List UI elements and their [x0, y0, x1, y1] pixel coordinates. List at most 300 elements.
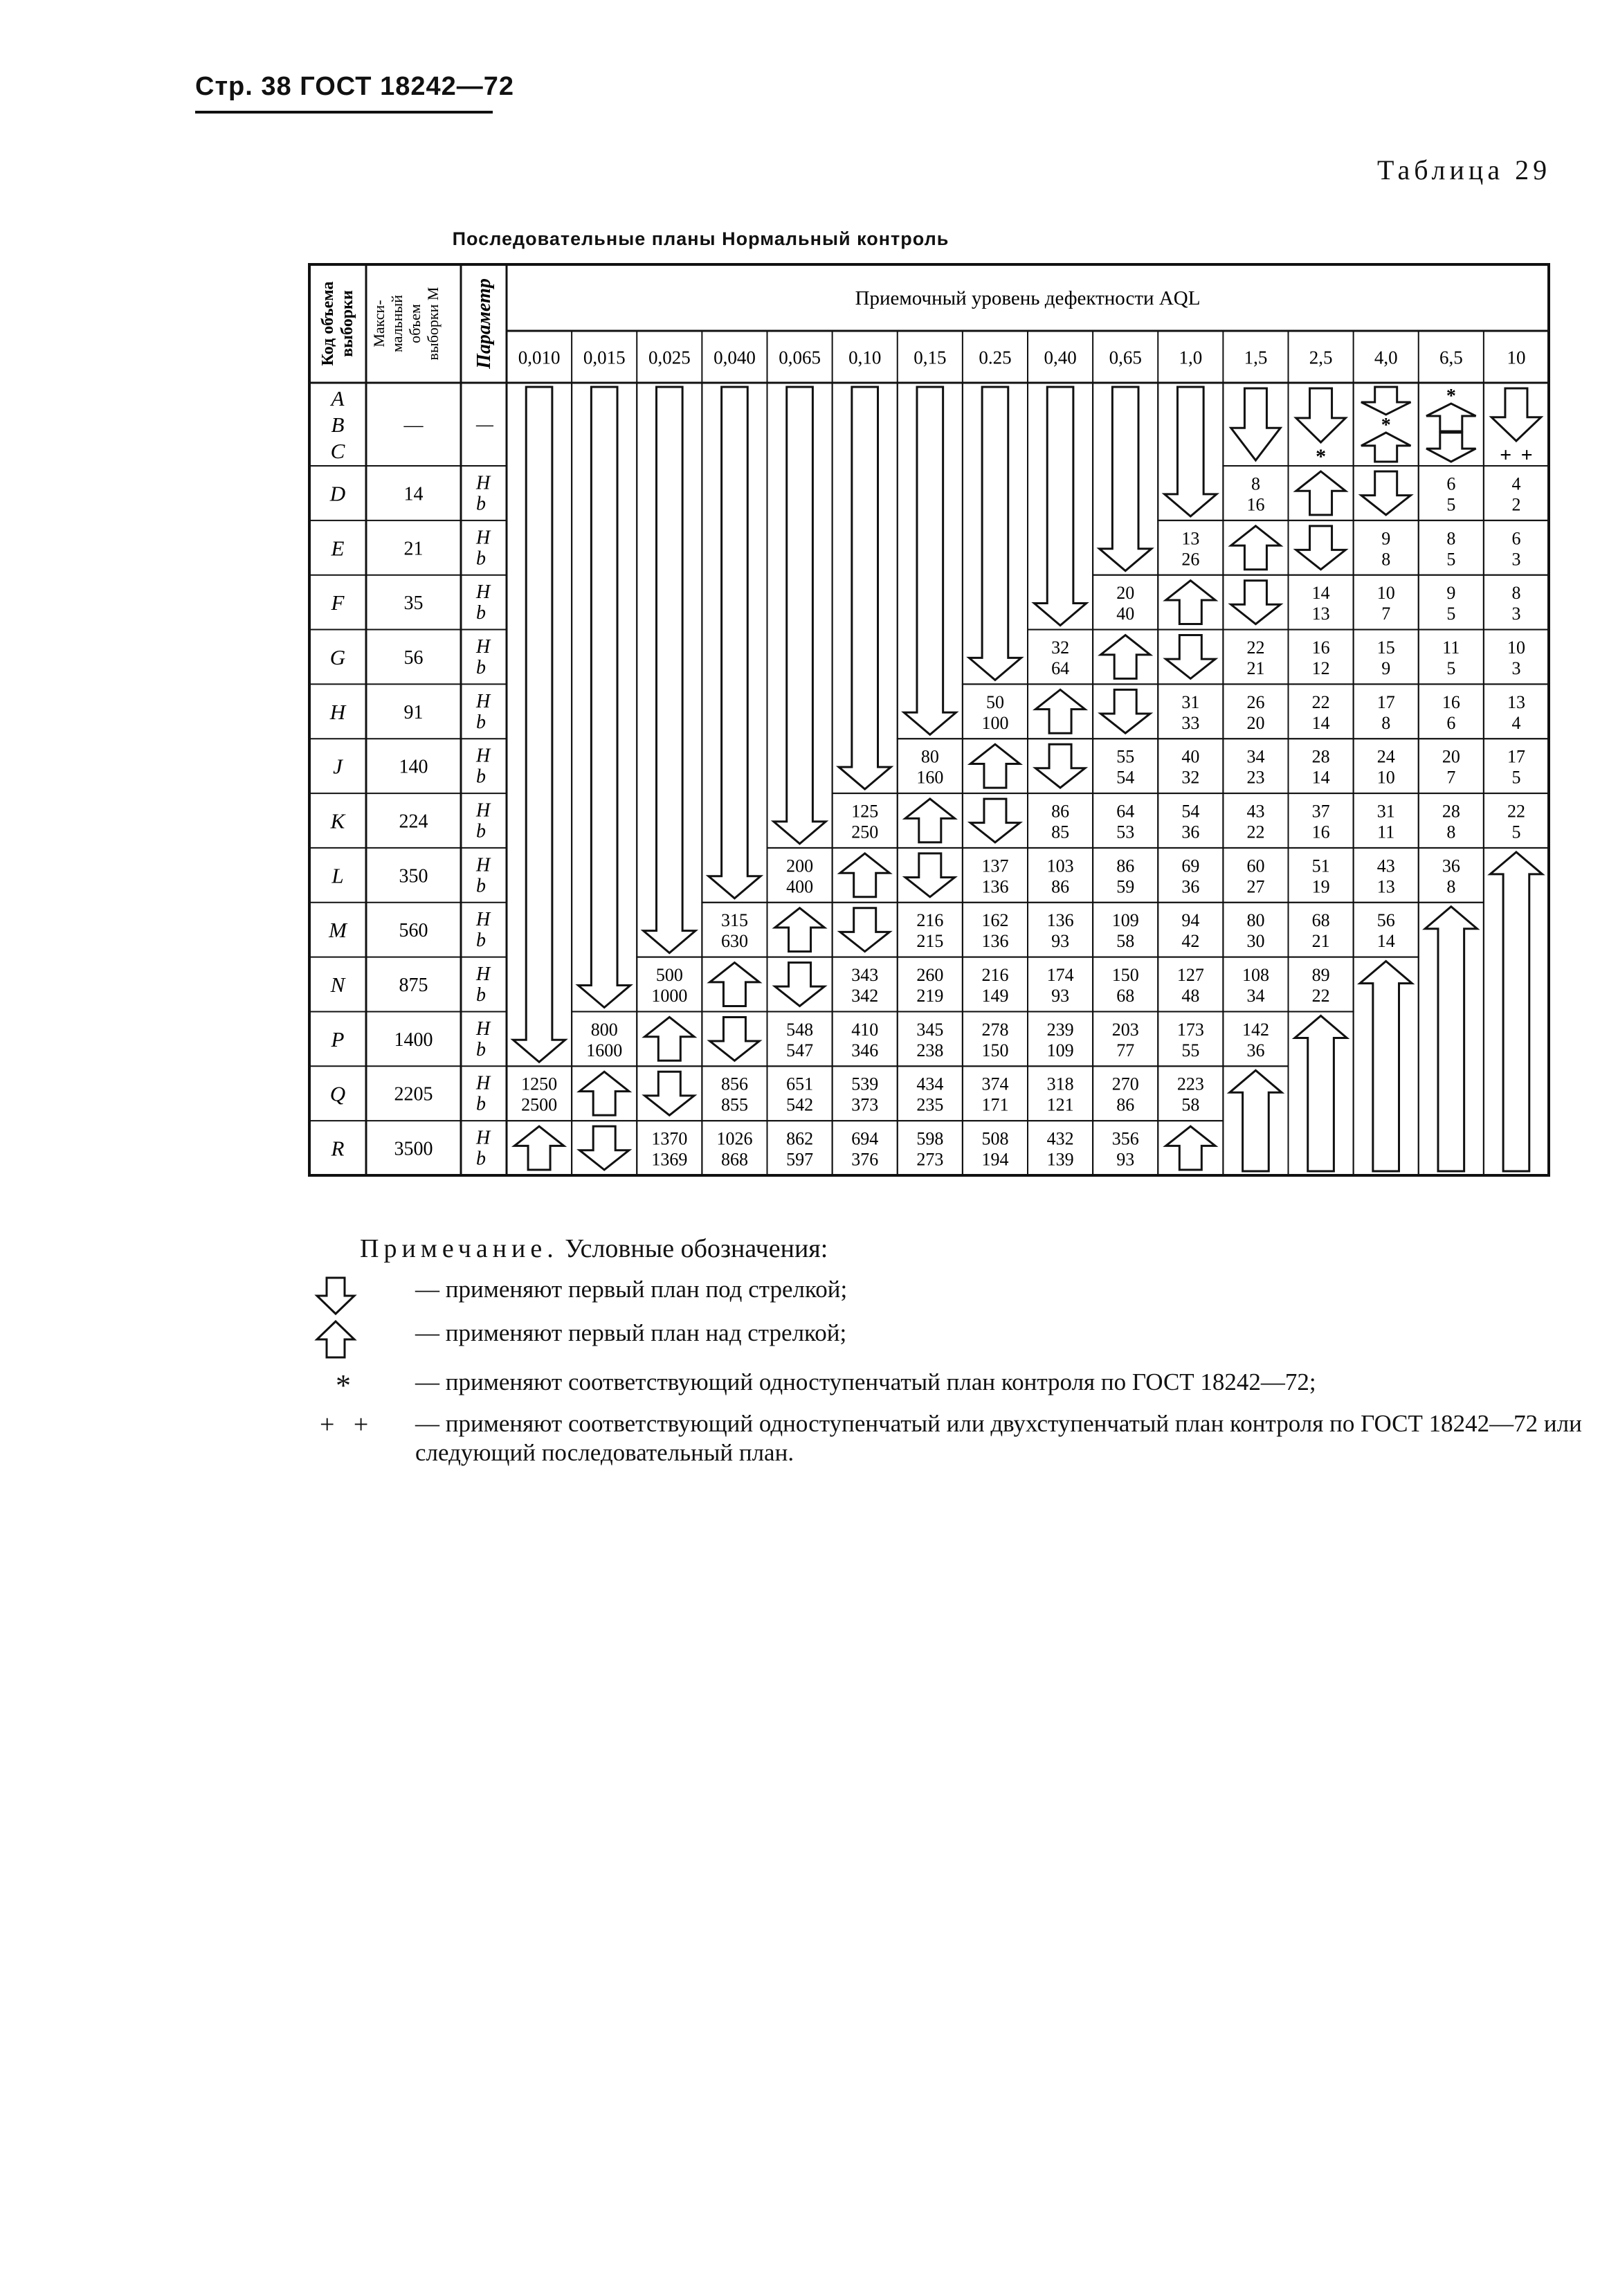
- long-up-arrow-icon: [1230, 1070, 1282, 1171]
- long-down-arrow-icon: [1100, 387, 1152, 571]
- cell-box: [1354, 466, 1419, 521]
- cell-value: 8: [1446, 876, 1456, 897]
- row-code: L: [331, 863, 344, 888]
- cell-value: 137: [981, 856, 1009, 876]
- cell-value: 32: [1181, 767, 1200, 788]
- cell-value: 21: [1311, 931, 1330, 952]
- row-param: b: [476, 656, 486, 678]
- row-max-size: 21: [403, 538, 424, 560]
- cell-box: [963, 739, 1028, 793]
- down-arrow-icon: [970, 799, 1020, 842]
- cell-value: 56: [1376, 910, 1395, 931]
- cell-value: 342: [851, 986, 879, 1006]
- row-param: H: [476, 527, 491, 549]
- cell-value: 36: [1246, 1040, 1265, 1060]
- aql-level: 1,5: [1244, 347, 1268, 368]
- cell-box: [833, 903, 898, 957]
- cell-value: 55: [1116, 746, 1135, 767]
- up-arrow-icon: [710, 963, 760, 1006]
- cell-value: 14: [1311, 712, 1330, 733]
- cell-value: 856: [720, 1074, 748, 1094]
- cell-value: 9: [1446, 583, 1456, 604]
- cell-value: 11: [1377, 822, 1395, 842]
- row-code: N: [330, 973, 345, 997]
- cell-value: 16: [1246, 494, 1265, 515]
- cell-value: 125: [851, 801, 879, 822]
- down-arrow-icon: [1361, 471, 1411, 515]
- star-mark: *: [1316, 445, 1327, 468]
- cell-value: 800: [590, 1019, 618, 1040]
- cell-value: 5: [1446, 549, 1456, 570]
- row-param: b: [476, 1038, 486, 1060]
- legend-text-down: — применяют первый план под стрелкой;: [415, 1276, 848, 1303]
- cell-value: 17: [1376, 691, 1395, 712]
- cell-value: 278: [981, 1019, 1009, 1040]
- up-arrow-icon: [1035, 689, 1085, 733]
- cell-box: [1028, 383, 1093, 630]
- cell-value: 22: [1507, 801, 1525, 822]
- aql-level: 2,5: [1309, 347, 1333, 368]
- cell-value: 28: [1311, 746, 1330, 767]
- cell-value: 694: [851, 1128, 879, 1149]
- row-code: A: [331, 386, 345, 410]
- cell-value: 10: [1376, 583, 1395, 604]
- cell-value: 23: [1246, 767, 1265, 788]
- cell-box: [767, 383, 833, 848]
- cell-value: 80: [1246, 910, 1265, 931]
- cell-value: 508: [981, 1128, 1009, 1149]
- cell-value: 14: [1376, 931, 1395, 952]
- aql-level: 0,40: [1044, 347, 1077, 368]
- cell-value: 64: [1051, 658, 1070, 678]
- cell-box: [963, 793, 1028, 848]
- cell-value: 27: [1246, 876, 1265, 897]
- row-param: H: [476, 1072, 491, 1094]
- long-down-arrow-icon: [774, 387, 826, 844]
- cell-box: [898, 793, 963, 848]
- cell-value: 43: [1376, 856, 1395, 876]
- cell-value: 93: [1051, 931, 1070, 952]
- down-arrow-icon: [1100, 689, 1150, 733]
- long-down-arrow-icon: [579, 387, 630, 1007]
- cell-value: 37: [1311, 801, 1330, 822]
- cell-value: 34: [1246, 986, 1265, 1006]
- cell-box: [1419, 903, 1484, 1175]
- cell-box: [1093, 630, 1158, 685]
- cell-value: 86: [1051, 801, 1070, 822]
- cell-value: 34: [1246, 746, 1265, 767]
- row-max-size: 56: [403, 647, 424, 669]
- up-arrow-icon: [775, 908, 825, 952]
- cell-value: 343: [851, 965, 879, 986]
- long-up-arrow-icon: [1490, 852, 1542, 1171]
- cell-value: 42: [1181, 931, 1200, 952]
- row-param: —: [476, 414, 493, 435]
- cell-value: 432: [1046, 1128, 1074, 1149]
- cell-value: 5: [1446, 604, 1456, 624]
- cell-box: [572, 1066, 637, 1121]
- cell-value: 30: [1246, 931, 1265, 952]
- cell-value: 651: [786, 1074, 814, 1094]
- row-param: b: [476, 548, 486, 570]
- cell-value: 9: [1381, 658, 1391, 678]
- aql-level: 0,10: [848, 347, 882, 368]
- cell-value: 15: [1376, 637, 1395, 658]
- cell-value: 3: [1511, 658, 1521, 678]
- cell-value: 8: [1251, 473, 1260, 494]
- cell-value: 13: [1311, 604, 1330, 624]
- cell-value: 219: [916, 986, 944, 1006]
- cell-value: 6: [1446, 712, 1456, 733]
- cell-value: 22: [1246, 822, 1265, 842]
- cell-value: 345: [916, 1019, 944, 1040]
- cell-value: 200: [786, 856, 814, 876]
- cell-value: 171: [981, 1094, 1009, 1115]
- cell-value: 60: [1246, 856, 1265, 876]
- cell-value: 235: [916, 1094, 944, 1115]
- cell-value: 136: [981, 876, 1009, 897]
- cell-value: 260: [916, 965, 944, 986]
- aql-level: 0,040: [713, 347, 756, 368]
- cell-value: 28: [1442, 801, 1460, 822]
- cell-value: 26: [1246, 691, 1265, 712]
- cell-value: 410: [851, 1019, 879, 1040]
- cell-value: 6: [1511, 528, 1521, 549]
- cell-box: [702, 957, 767, 1012]
- header-max-size: Макси-мальныйобъемвыборки M: [370, 287, 442, 361]
- row-code: E: [331, 536, 345, 561]
- down-arrow-icon: [1426, 433, 1476, 462]
- cell-value: 373: [851, 1094, 879, 1115]
- cell-value: 434: [916, 1074, 944, 1094]
- cell-value: 14: [1311, 583, 1330, 604]
- cell-box: [1158, 383, 1223, 521]
- cell-value: 273: [916, 1149, 944, 1170]
- cell-box: [507, 1121, 572, 1175]
- row-param: H: [476, 581, 491, 604]
- cell-value: 64: [1116, 801, 1135, 822]
- cell-value: 548: [786, 1019, 814, 1040]
- cell-box: [898, 848, 963, 903]
- cell-value: 3: [1511, 549, 1521, 570]
- cell-value: 203: [1111, 1019, 1139, 1040]
- star-mark: *: [1381, 415, 1391, 436]
- row-code: J: [333, 754, 343, 779]
- down-arrow-icon: [775, 963, 825, 1006]
- row-param: b: [476, 711, 486, 733]
- row-code: H: [329, 699, 346, 724]
- header-param: Параметр: [473, 278, 495, 369]
- row-param: b: [476, 1093, 486, 1115]
- cell-value: 86: [1116, 1094, 1135, 1115]
- row-max-size: 350: [399, 865, 428, 887]
- cell-value: 109: [1046, 1040, 1074, 1060]
- cell-value: 173: [1176, 1019, 1204, 1040]
- cell-value: 1026: [716, 1128, 753, 1149]
- row-param: H: [476, 964, 491, 986]
- cell-value: 31: [1376, 801, 1395, 822]
- cell-value: 5: [1511, 767, 1521, 788]
- down-arrow-icon: [579, 1126, 629, 1170]
- up-arrow-icon: [304, 1319, 367, 1360]
- row-code: B: [331, 413, 345, 437]
- cell-value: 10: [1507, 637, 1525, 658]
- long-down-arrow-icon: [1165, 387, 1217, 516]
- cell-box: [507, 383, 572, 1066]
- cell-box: [1289, 466, 1354, 521]
- down-arrow-icon: [1231, 581, 1281, 624]
- cell-value: 376: [851, 1149, 879, 1170]
- row-param: b: [476, 1148, 486, 1170]
- star-symbol: *: [336, 1368, 351, 1402]
- row-code: D: [329, 481, 346, 506]
- down-arrow-icon: [1296, 388, 1346, 442]
- cell-value: 315: [720, 910, 748, 931]
- long-down-arrow-icon: [513, 387, 565, 1062]
- cell-value: 160: [916, 767, 944, 788]
- down-arrow-icon: [1035, 744, 1085, 788]
- down-arrow-icon: [1361, 387, 1411, 415]
- cell-value: 3: [1511, 604, 1521, 624]
- row-param: H: [476, 745, 491, 767]
- cell-value: 20: [1442, 746, 1460, 767]
- cell-box: [767, 957, 833, 1012]
- long-down-arrow-icon: [709, 387, 761, 898]
- note-subtitle: Условные обозначения:: [565, 1234, 828, 1263]
- table-number: Таблица 29: [1377, 154, 1552, 186]
- cell-value: 86: [1116, 856, 1135, 876]
- row-max-size: 91: [403, 701, 424, 723]
- aql-level: 6,5: [1439, 347, 1463, 368]
- cell-value: 868: [720, 1149, 748, 1170]
- row-code: C: [330, 439, 345, 463]
- long-up-arrow-icon: [1425, 907, 1477, 1171]
- cell-value: 8: [1381, 712, 1391, 733]
- plus-mark: + +: [1500, 444, 1533, 467]
- up-arrow-icon: [970, 744, 1020, 788]
- cell-box: [963, 383, 1028, 684]
- cell-value: 5: [1446, 494, 1456, 515]
- cell-value: 11: [1442, 637, 1460, 658]
- cell-value: 121: [1046, 1094, 1074, 1115]
- cell-value: 16: [1442, 691, 1460, 712]
- up-arrow-icon: [579, 1072, 629, 1115]
- cell-value: 10: [1376, 767, 1395, 788]
- legend-text-star: — применяют соответствующий одноступенчатый план контроля по ГОСТ 18242—72;: [415, 1368, 1316, 1395]
- cell-value: 356: [1111, 1128, 1139, 1149]
- cell-box: [767, 903, 833, 957]
- cell-value: 162: [981, 910, 1009, 931]
- row-code: F: [331, 590, 345, 615]
- cell-box: [637, 383, 702, 957]
- header-code: Код объемавыборки: [319, 281, 356, 366]
- cell-box: [833, 848, 898, 903]
- cell-box: [1158, 575, 1223, 630]
- cell-value: 136: [981, 931, 1009, 952]
- cell-box: [1158, 630, 1223, 685]
- cell-box: [1158, 1121, 1223, 1175]
- cell-value: 500: [655, 965, 683, 986]
- cell-value: 5: [1446, 658, 1456, 678]
- row-param: H: [476, 854, 491, 876]
- row-param: b: [476, 766, 486, 788]
- cell-value: 855: [720, 1094, 748, 1115]
- row-code: P: [331, 1027, 345, 1051]
- cell-value: 1369: [651, 1149, 688, 1170]
- cell-value: 4: [1511, 712, 1521, 733]
- cell-value: 542: [786, 1094, 814, 1115]
- cell-value: 85: [1051, 822, 1070, 842]
- row-max-size: 2205: [394, 1083, 433, 1105]
- cell-value: 14: [1311, 767, 1330, 788]
- cell-value: 13: [1376, 876, 1395, 897]
- cell-box: [1093, 684, 1158, 739]
- aql-level: 0,15: [913, 347, 947, 368]
- cell-value: 374: [981, 1074, 1009, 1094]
- cell-value: 17: [1507, 746, 1525, 767]
- down-arrow-icon: [1296, 526, 1346, 570]
- cell-value: 9: [1381, 528, 1391, 549]
- aql-level: 4,0: [1374, 347, 1398, 368]
- cell-box: [833, 383, 898, 793]
- row-code: G: [329, 644, 346, 669]
- long-up-arrow-icon: [1295, 1015, 1347, 1171]
- cell-value: 33: [1181, 712, 1200, 733]
- cell-value: 150: [981, 1040, 1009, 1060]
- cell-value: 13: [1181, 528, 1200, 549]
- cell-value: 597: [786, 1149, 814, 1170]
- cell-value: 22: [1311, 986, 1330, 1006]
- cell-box: [1223, 1066, 1288, 1175]
- cell-box: [637, 1011, 702, 1066]
- cell-box: [1223, 383, 1288, 466]
- cell-value: 238: [916, 1040, 944, 1060]
- row-param: H: [476, 1018, 491, 1040]
- up-arrow-icon: [1166, 581, 1216, 624]
- cell-value: 50: [985, 691, 1004, 712]
- cell-value: 22: [1246, 637, 1265, 658]
- up-arrow-icon: [1426, 404, 1476, 431]
- long-down-arrow-icon: [644, 387, 696, 953]
- aql-level: 10: [1507, 347, 1526, 368]
- cell-box: [637, 1066, 702, 1121]
- row-param: H: [476, 909, 491, 931]
- cell-value: 2: [1511, 494, 1521, 515]
- cell-value: 630: [720, 931, 748, 952]
- cell-value: 1370: [651, 1128, 688, 1149]
- cell-value: 51: [1311, 856, 1330, 876]
- cell-value: 36: [1181, 822, 1200, 842]
- row-max-size: 224: [399, 811, 428, 833]
- cell-value: 862: [786, 1128, 814, 1149]
- cell-box: [1028, 684, 1093, 739]
- row-param: H: [476, 472, 491, 494]
- cell-value: 139: [1046, 1149, 1074, 1170]
- aql-level: 0,65: [1109, 347, 1142, 368]
- cell-box: [1093, 383, 1158, 575]
- cell-value: 174: [1046, 965, 1074, 986]
- cell-value: 8: [1381, 549, 1391, 570]
- cell-box: [1484, 848, 1549, 1175]
- cell-value: 109: [1111, 910, 1139, 931]
- row-param: b: [476, 493, 486, 515]
- row-param: H: [476, 1127, 491, 1149]
- cell-value: 26: [1181, 549, 1200, 570]
- long-up-arrow-icon: [1360, 961, 1412, 1171]
- cell-value: 48: [1181, 986, 1200, 1006]
- cell-value: 20: [1116, 583, 1135, 604]
- cell-value: 24: [1376, 746, 1395, 767]
- row-max-size: 14: [403, 483, 424, 505]
- cell-box: [702, 1011, 767, 1066]
- row-max-size: 1400: [394, 1029, 433, 1051]
- cell-value: 2500: [521, 1094, 558, 1115]
- cell-value: 103: [1046, 856, 1074, 876]
- cell-value: 7: [1381, 604, 1391, 624]
- cell-value: 53: [1116, 822, 1135, 842]
- row-param: H: [476, 635, 491, 658]
- long-down-arrow-icon: [969, 387, 1021, 680]
- cell-value: 36: [1442, 856, 1460, 876]
- down-arrow-icon: [304, 1275, 367, 1317]
- row-param: b: [476, 984, 486, 1006]
- cell-box: [1289, 521, 1354, 575]
- cell-value: 36: [1181, 876, 1200, 897]
- cell-value: 142: [1242, 1019, 1269, 1040]
- cell-value: 89: [1311, 965, 1330, 986]
- long-down-arrow-icon: [839, 387, 891, 789]
- cell-value: 93: [1051, 986, 1070, 1006]
- cell-value: 58: [1181, 1094, 1200, 1115]
- up-arrow-icon: [1296, 471, 1346, 515]
- cell-box: [1354, 957, 1419, 1175]
- cell-box: [1223, 521, 1288, 575]
- aql-level: 0,025: [648, 347, 691, 368]
- cell-value: 55: [1181, 1040, 1200, 1060]
- cell-value: 216: [916, 910, 944, 931]
- down-arrow-icon: [1491, 388, 1541, 441]
- page-label: Стр. 38 ГОСТ 18242—72: [195, 72, 515, 101]
- row-code: R: [331, 1136, 345, 1161]
- row-param: H: [476, 799, 491, 822]
- row-param: b: [476, 602, 486, 624]
- cell-value: 547: [786, 1040, 814, 1060]
- row-param: H: [476, 690, 491, 712]
- cell-box: [702, 383, 767, 903]
- long-down-arrow-icon: [1034, 387, 1086, 626]
- cell-value: 54: [1181, 801, 1200, 822]
- cell-value: 8: [1446, 528, 1456, 549]
- cell-value: 16: [1311, 637, 1330, 658]
- cell-value: 68: [1311, 910, 1330, 931]
- cell-value: 54: [1116, 767, 1135, 788]
- down-arrow-icon: [710, 1017, 760, 1060]
- cell-value: 86: [1051, 876, 1070, 897]
- cell-value: 43: [1246, 801, 1265, 822]
- up-arrow-icon: [645, 1017, 695, 1060]
- up-arrow-icon: [905, 799, 955, 842]
- cell-value: 21: [1246, 658, 1265, 678]
- row-code: M: [329, 918, 347, 943]
- down-arrow-icon: [905, 853, 955, 897]
- cell-value: 13: [1507, 691, 1525, 712]
- up-arrow-icon: [1361, 433, 1411, 462]
- cell-value: 40: [1181, 746, 1200, 767]
- cell-value: 32: [1051, 637, 1070, 658]
- cell-value: 40: [1116, 604, 1135, 624]
- row-max-size: 875: [399, 975, 428, 997]
- cell-value: 77: [1116, 1040, 1135, 1060]
